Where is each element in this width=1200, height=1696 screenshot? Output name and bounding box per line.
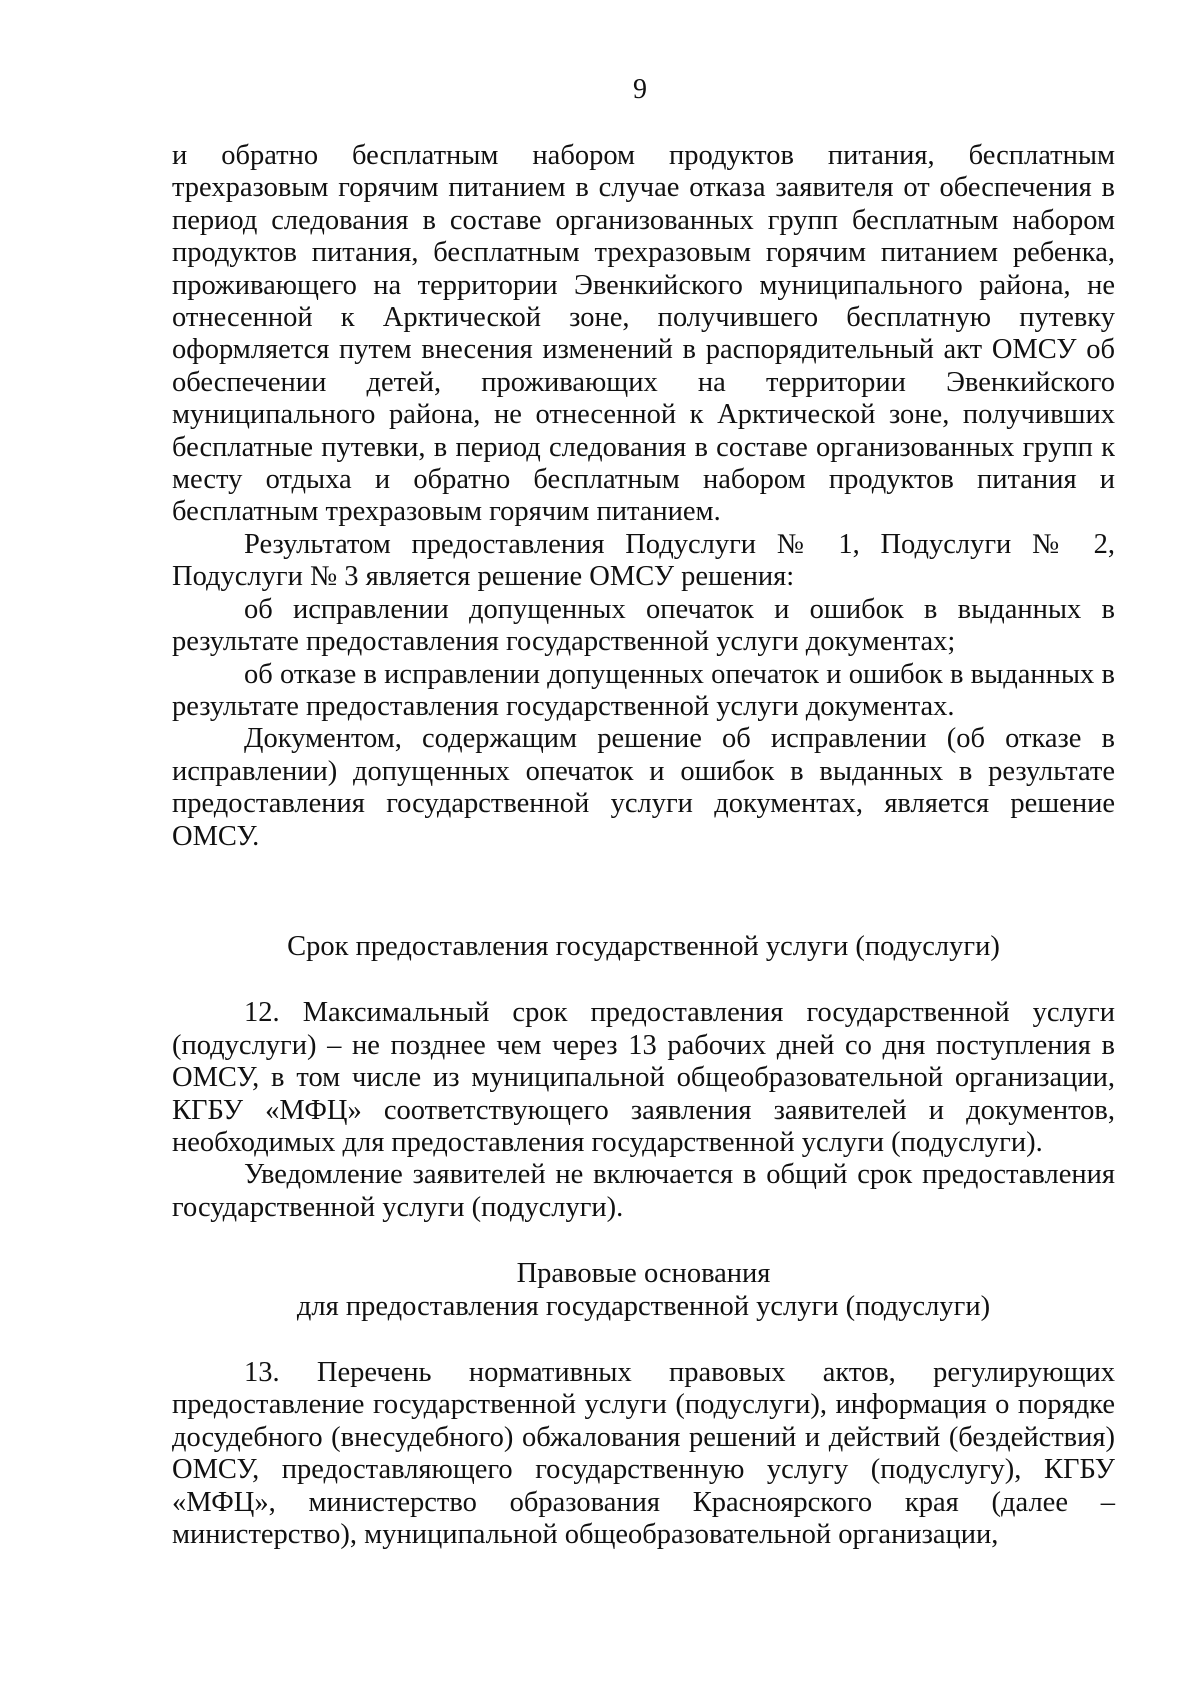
paragraph-correction: об исправлении допущенных опечаток и ошибок в выданных в результате предоставления государственной услуги документах; xyxy=(172,593,1115,658)
paragraph-continued: и обратно бесплатным набором продуктов питания, бесплатным трехразовым горячим питанием в случае отказа заявителя от обеспечения в период следования в составе организованных групп бесплатным набором продуктов питания, бесплатным трехразовым горячим питанием ребенка, проживающего на территории Эвенкийского муниципального района, не отнесенной к Арктической зоне, получившего бесплатную путевку оформляется путем внесения изменений в распорядительный акт ОМСУ об обеспечении детей, проживающих на территории Эвенкийского муниципального района, не отнесенной к Арктической зоне, получивших бесплатные путевки, в период следования в составе организованных групп к месту отдыха и обратно бесплатным набором продуктов питания и бесплатным трехразовым горячим питанием. xyxy=(172,140,1115,528)
paragraph-13-legal-acts: 13. Перечень нормативных правовых актов, регулирующих предоставление государственной услуги (подуслуги), информация о порядке досудебного (внесудебного) обжалования решений и действий (бездействия) ОМСУ, предоставляющего государственную услугу (подуслугу), КГБУ «МФЦ», министерство образования Красноярского края (далее – министерство), муниципальной общеобразовательной организации, xyxy=(172,1357,1115,1551)
page-number: 9 xyxy=(633,74,647,105)
section-heading-legal-line2: для предоставления государственной услуги (подуслуги) xyxy=(296,1290,991,1322)
paragraph-notification: Уведомление заявителей не включается в общий срок предоставления государственной услуги (подуслуги). xyxy=(172,1159,1115,1223)
document-body xyxy=(172,140,1115,1551)
paragraph-12-max-term: 12. Максимальный срок предоставления государственной услуги (подуслуги) – не позднее чем через 13 рабочих дней со дня поступления в ОМСУ, в том числе из муниципальной общеобразовательной организации, КГБУ «МФЦ» соответствующего заявления заявителей и документов, необходимых для предоставления государственной услуги (подуслуги). xyxy=(172,997,1115,1158)
paragraph-refusal: об отказе в исправлении допущенных опечаток и ошибок в выданных в результате предоставления государственной услуги документах. xyxy=(172,658,1115,722)
section-spacer xyxy=(172,1224,1115,1258)
section-spacer xyxy=(172,963,1115,997)
section-heading-legal-line1: Правовые основания xyxy=(516,1258,771,1290)
section-heading-term: Срок предоставления государственной услуги (подуслуги) xyxy=(287,930,1000,962)
section-spacer xyxy=(172,853,1115,931)
paragraph-result: Результатом предоставления Подуслуги № 1, Подуслуги № 2, Подуслуги № 3 является решение ОМСУ решения: xyxy=(172,528,1115,593)
section-spacer xyxy=(172,1323,1115,1357)
paragraph-decision-document: Документом, содержащим решение об исправлении (об отказе в исправлении) допущенных опечаток и ошибок в выданных в результате предоставления государственной услуги документах, является решение ОМСУ. xyxy=(172,723,1115,852)
